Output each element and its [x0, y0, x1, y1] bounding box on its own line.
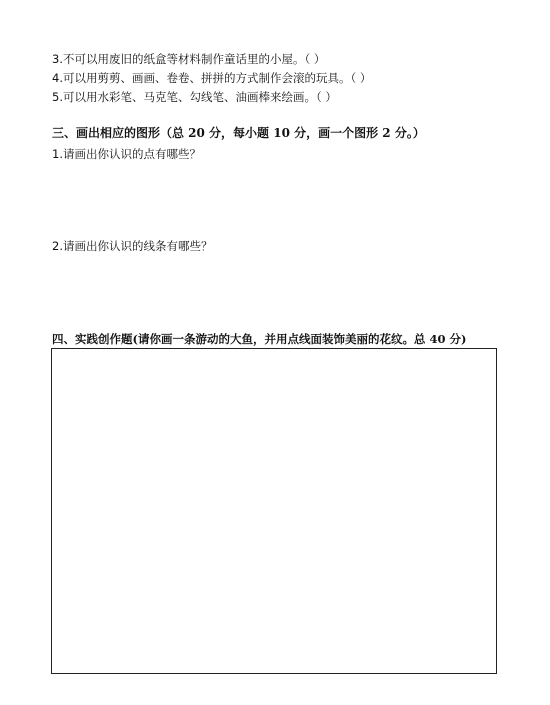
section-3-heading: 三、画出相应的图形（总 20 分，每小题 10 分，画一个图形 2 分。） — [52, 126, 425, 140]
true-false-item-3: 3.不可以用废旧的纸盒等材料制作童话里的小屋。（ ） — [52, 52, 326, 66]
question-draw-points: 1.请画出你认识的点有哪些？ — [52, 147, 201, 161]
section-4-heading: 四、实践创作题(请你画一条游动的大鱼，并用点线面装饰美丽的花纹。总 40 分) — [52, 332, 467, 346]
true-false-item-5: 5.可以用水彩笔、马克笔、勾线笔、油画棒来绘画。（ ） — [52, 90, 337, 104]
true-false-item-4: 4.可以用剪剪、画画、卷卷、拼拼的方式制作会滚的玩具。（ ） — [52, 71, 372, 85]
question-draw-lines: 2.请画出你认识的线条有哪些？ — [52, 239, 213, 253]
drawing-area-box[interactable] — [51, 348, 497, 674]
